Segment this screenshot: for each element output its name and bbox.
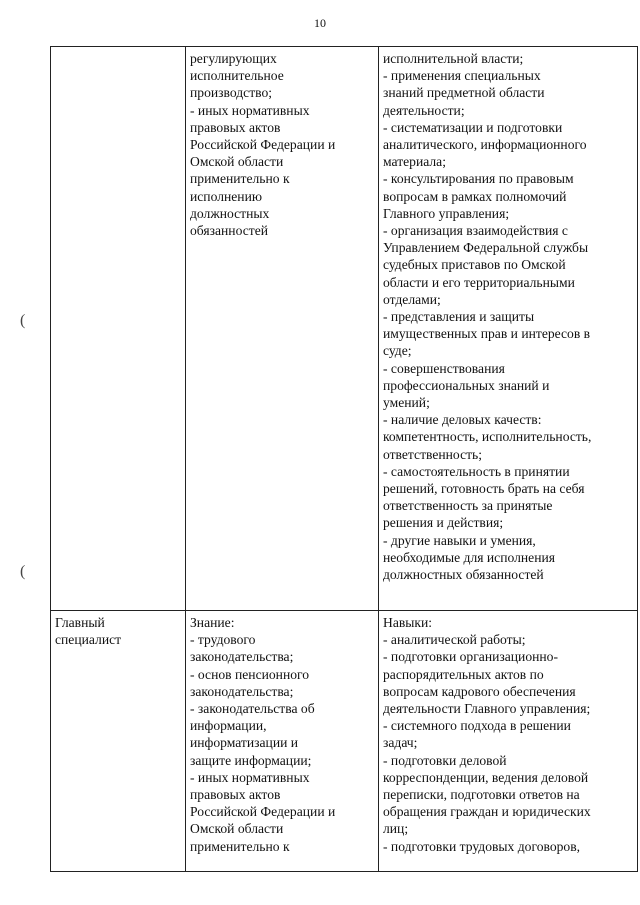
text-line: умений; <box>383 395 430 411</box>
text-line: - законодательства об <box>190 701 315 717</box>
text-line: - подготовки организационно- <box>383 649 559 665</box>
qualification-requirements-table <box>50 46 638 872</box>
text-line: вопросам кадрового обеспечения <box>383 683 576 699</box>
skills-cell <box>379 611 638 872</box>
text-line: задач; <box>383 735 418 751</box>
text-line: деятельности Главного управления; <box>383 701 591 717</box>
punch-hole-mark: ( <box>20 312 26 329</box>
text-line: - основ пенсионного <box>190 666 310 682</box>
text-line: решения и действия; <box>383 515 504 531</box>
knowledge-cell <box>186 611 379 872</box>
text-line: лиц; <box>383 821 409 837</box>
text-line: - консультирования по правовым <box>383 171 574 187</box>
text-line: Управлением Федеральной службы <box>383 240 589 256</box>
text-line: - иных нормативных <box>190 769 310 785</box>
text-line: имущественных прав и интересов в <box>383 326 591 342</box>
text-line: Российской Федерации и <box>190 137 336 153</box>
text-line: судебных приставов по Омской <box>383 257 566 273</box>
text-line: Российской Федерации и <box>190 804 336 820</box>
table-row <box>51 47 638 611</box>
text-line: Навыки: <box>383 615 433 630</box>
text-line: компетентность, исполнительность, <box>383 429 592 445</box>
text-line: законодательства; <box>190 649 294 665</box>
text-line: - систематизации и подготовки <box>383 119 563 135</box>
text-line: отделами; <box>383 291 441 307</box>
knowledge-cell <box>186 47 379 611</box>
text-line: - подготовки деловой <box>383 752 507 768</box>
position-cell <box>51 47 186 611</box>
text-line: обязанностей <box>190 223 268 239</box>
text-line: решений, готовность брать на себя <box>383 481 585 497</box>
text-line: Главный <box>55 615 105 630</box>
text-line: должностных <box>190 205 270 221</box>
text-line: корреспонденции, ведения деловой <box>383 769 589 785</box>
text-line: Омской области <box>190 154 284 170</box>
text-line: - организация взаимодействия с <box>383 223 568 239</box>
text-line: деятельности; <box>383 102 465 118</box>
table-row <box>51 611 638 872</box>
skills-cell <box>379 47 638 611</box>
text-line: специалист <box>55 632 122 648</box>
text-line: аналитического, информационного <box>383 137 587 153</box>
text-line: применительно к <box>190 171 290 187</box>
text-line: необходимые для исполнения <box>383 549 555 565</box>
text-line: правовых актов <box>190 119 281 135</box>
text-line: - системного подхода в решении <box>383 718 571 734</box>
text-line: - наличие деловых качеств: <box>383 412 542 428</box>
text-line: - другие навыки и умения, <box>383 532 536 548</box>
text-line: - самостоятельность в принятии <box>383 463 570 479</box>
text-line: - применения специальных <box>383 68 541 84</box>
text-line: ответственность за принятые <box>383 498 553 514</box>
text-line: обращения граждан и юридических <box>383 804 591 820</box>
text-line: - совершенствования <box>383 360 505 376</box>
page-number: 10 <box>314 16 326 30</box>
text-line: применительно к <box>190 838 290 854</box>
text-line: суде; <box>383 343 412 359</box>
text-line: переписки, подготовки ответов на <box>383 787 580 803</box>
text-line: исполнению <box>190 188 262 204</box>
text-line: материала; <box>383 154 446 170</box>
text-line: - подготовки трудовых договоров, <box>383 838 581 854</box>
text-line: ответственность; <box>383 446 483 462</box>
text-line: информатизации и <box>190 735 299 751</box>
text-line: Главного управления; <box>383 205 510 221</box>
text-line: вопросам в рамках полномочий <box>383 188 567 204</box>
text-line: профессиональных знаний и <box>383 377 550 393</box>
text-line: - аналитической работы; <box>383 632 526 648</box>
text-line: исполнительной власти; <box>383 51 524 66</box>
text-line: знаний предметной области <box>383 85 545 101</box>
text-line: распорядительных актов по <box>383 666 544 682</box>
text-line: области и его территориальными <box>383 274 575 290</box>
text-line: производство; <box>190 85 273 101</box>
text-line: Знание: <box>190 615 235 630</box>
text-line: - иных нормативных <box>190 102 310 118</box>
text-line: - трудового <box>190 632 256 648</box>
punch-hole-mark: ( <box>20 563 26 580</box>
text-line: информации, <box>190 718 267 734</box>
text-line: исполнительное <box>190 68 284 84</box>
text-line: должностных обязанностей <box>383 567 544 583</box>
text-line: правовых актов <box>190 787 281 803</box>
text-line: регулирующих <box>190 51 277 66</box>
position-cell <box>51 611 186 872</box>
text-line: - представления и защиты <box>383 309 535 325</box>
text-line: защите информации; <box>190 752 312 768</box>
text-line: Омской области <box>190 821 284 837</box>
text-line: законодательства; <box>190 683 294 699</box>
